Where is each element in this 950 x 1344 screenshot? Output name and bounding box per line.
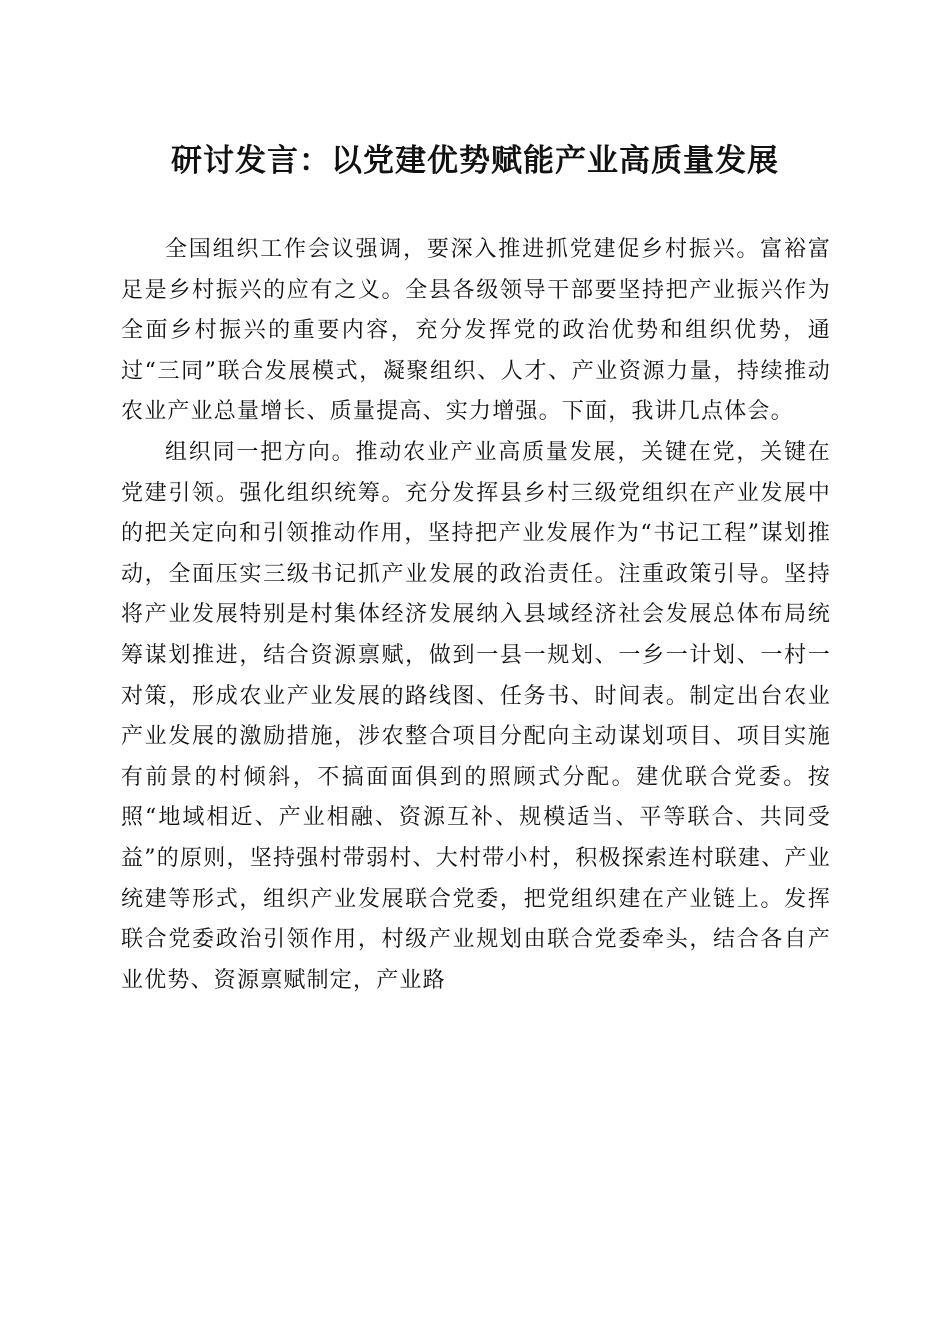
paragraph-intro: 全国组织工作会议强调，要深入推进抓党建促乡村振兴。富裕富足是乡村振兴的应有之义。全县各级领导干部要坚持把产业振兴作为全面乡村振兴的重要内容，充分发挥党的政治优势和组织优势，通过“三同”联合发展模式，凝聚组织、人才、产业资源力量，持续推动农业产业总量增长、质量提高、实力增强。下面，我讲几点体会。 <box>121 237 831 425</box>
document-body <box>121 230 831 1001</box>
document-title: 研讨发言：以党建优势赋能产业高质量发展 <box>171 143 779 179</box>
paragraph-organization-direction: 组织同一把方向。推动农业产业高质量发展，关键在党，关键在党建引领。强化组织统筹。充分发挥县乡村三级党组织在产业发展中的把关定向和引领推动作用，坚持把产业发展作为“书记工程”谋划推动，全面压实三级书记抓产业发展的政治责任。注重政策引导。坚持将产业发展特别是村集体经济发展纳入县域经济社会发展总体布局统筹谋划推进，结合资源禀赋，做到一县一规划、一乡一计划、一村一对策，形成农业产业发展的路线图、任务书、时间表。制定出台农业产业发展的激励措施，涉农整合项目分配向主动谋划项目、项目实施有前景的村倾斜，不搞面面俱到的照顾式分配。建优联合党委。按照“地域相近、产业相融、资源互补、规模适当、平等联合、共同受益”的原则，坚持强村带弱村、大村带小村，积极探索连村联建、产业统建等形式，组织产业发展联合党委，把党组织建在产业链上。发挥联合党委政治引领作用，村级产业规划由联合党委牵头，结合各自产业优势、资源禀赋制定，产业路 <box>121 439 831 993</box>
